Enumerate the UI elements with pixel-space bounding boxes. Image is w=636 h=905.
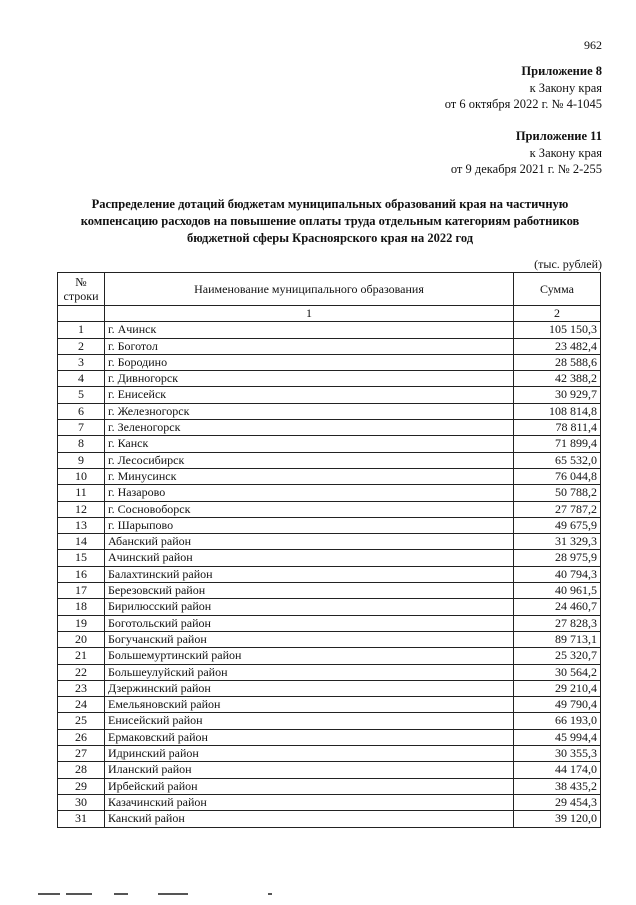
municipality-name-cell: г. Назарово [105,485,514,501]
municipality-name-cell: Емельяновский район [105,697,514,713]
table-row [58,485,601,501]
municipality-name-cell: Канский район [105,811,514,827]
table-row [58,452,601,468]
table-row [58,631,601,647]
row-number-cell: 19 [58,615,105,631]
municipality-name-cell: г. Сосновоборск [105,501,514,517]
row-number-cell: 5 [58,387,105,403]
appendix-11-date: от 9 декабря 2021 г. № 2-255 [450,162,602,176]
appendix-8-title: Приложение 8 [521,64,602,78]
sum-cell: 38 435,2 [514,778,601,794]
table-row [58,322,601,338]
table-row [58,517,601,533]
municipality-name-cell: г. Боготол [105,338,514,354]
row-number-cell: 16 [58,566,105,582]
scan-artifact-marks [30,893,330,899]
table-row [58,664,601,680]
municipality-name-cell: Бирилюсский район [105,599,514,615]
appendix-8-date: от 6 октября 2022 г. № 4-1045 [444,97,602,111]
municipality-name-cell: г. Ачинск [105,322,514,338]
municipality-name-cell: Идринский район [105,746,514,762]
row-number-cell: 8 [58,436,105,452]
row-number-cell: 18 [58,599,105,615]
row-number-cell: 21 [58,648,105,664]
municipality-name-cell: Иланский район [105,762,514,778]
sum-cell: 42 388,2 [514,371,601,387]
table-row [58,420,601,436]
row-number-cell: 13 [58,517,105,533]
row-number-cell: 28 [58,762,105,778]
document-title-line: Распределение дотаций бюджетам муниципальных образований края на частичную [91,197,569,211]
sum-cell: 50 788,2 [514,485,601,501]
units-label: (тыс. рублей) [534,257,602,271]
row-number-cell: 1 [58,322,105,338]
table-row [58,746,601,762]
appendix-11-header [451,128,602,178]
row-number-cell: 30 [58,794,105,810]
sum-cell: 49 790,4 [514,697,601,713]
table-row [58,501,601,517]
header-number-word: строки [63,289,99,303]
table-header-row [58,273,601,306]
sum-cell: 30 564,2 [514,664,601,680]
table-row [58,534,601,550]
document-title [50,196,610,247]
row-number-cell: 27 [58,746,105,762]
index-cell: 1 [105,306,514,322]
table-row [58,468,601,484]
municipality-name-cell: Боготольский район [105,615,514,631]
subsidy-table [57,272,601,828]
appendix-8-header [445,63,602,113]
table-row [58,778,601,794]
municipality-name-cell: Ирбейский район [105,778,514,794]
table-row [58,436,601,452]
table-row [58,566,601,582]
municipality-name-cell: Абанский район [105,534,514,550]
sum-cell: 29 210,4 [514,680,601,696]
row-number-cell: 10 [58,468,105,484]
municipality-name-cell: Балахтинский район [105,566,514,582]
row-number-cell: 7 [58,420,105,436]
row-number-cell: 24 [58,697,105,713]
municipality-name-cell: г. Канск [105,436,514,452]
row-number-cell: 3 [58,354,105,370]
header-sum: Сумма [514,273,601,306]
sum-cell: 44 174,0 [514,762,601,778]
municipality-name-cell: г. Дивногорск [105,371,514,387]
index-cell [58,306,105,322]
table-row [58,697,601,713]
municipality-name-cell: Большемуртинский район [105,648,514,664]
sum-cell: 76 044,8 [514,468,601,484]
table-row [58,354,601,370]
sum-cell: 24 460,7 [514,599,601,615]
row-number-cell: 26 [58,729,105,745]
header-row-number [58,273,105,306]
column-index-row [58,306,601,322]
row-number-cell: 29 [58,778,105,794]
document-title-line: компенсацию расходов на повышение оплаты труда отдельным категориям работников [80,214,580,228]
sum-cell: 71 899,4 [514,436,601,452]
sum-cell: 28 975,9 [514,550,601,566]
sum-cell: 65 532,0 [514,452,601,468]
sum-cell: 30 355,3 [514,746,601,762]
row-number-cell: 12 [58,501,105,517]
sum-cell: 23 482,4 [514,338,601,354]
index-cell: 2 [514,306,601,322]
row-number-cell: 14 [58,534,105,550]
municipality-name-cell: Березовский район [105,583,514,599]
sum-cell: 89 713,1 [514,631,601,647]
municipality-name-cell: Казачинский район [105,794,514,810]
row-number-cell: 2 [58,338,105,354]
table-row [58,713,601,729]
sum-cell: 29 454,3 [514,794,601,810]
sum-cell: 28 588,6 [514,354,601,370]
sum-cell: 27 828,3 [514,615,601,631]
table-row [58,794,601,810]
appendix-8-law: к Закону края [529,80,602,95]
table-row [58,615,601,631]
table-row [58,387,601,403]
table-row [58,550,601,566]
row-number-cell: 22 [58,664,105,680]
municipality-name-cell: г. Железногорск [105,403,514,419]
row-number-cell: 15 [58,550,105,566]
sum-cell: 31 329,3 [514,534,601,550]
sum-cell: 105 150,3 [514,322,601,338]
row-number-cell: 9 [58,452,105,468]
page-number: 962 [584,38,602,52]
table-row [58,371,601,387]
table-row [58,811,601,827]
table-row [58,583,601,599]
table-row [58,762,601,778]
header-number-sign: № [75,275,87,289]
table-row [58,599,601,615]
sum-cell: 108 814,8 [514,403,601,419]
municipality-name-cell: г. Бородино [105,354,514,370]
sum-cell: 45 994,4 [514,729,601,745]
municipality-name-cell: г. Зеленогорск [105,420,514,436]
table-body [58,306,601,828]
row-number-cell: 20 [58,631,105,647]
municipality-name-cell: Богучанский район [105,631,514,647]
row-number-cell: 23 [58,680,105,696]
municipality-name-cell: г. Лесосибирск [105,452,514,468]
row-number-cell: 6 [58,403,105,419]
appendix-11-title: Приложение 11 [515,129,602,143]
sum-cell: 25 320,7 [514,648,601,664]
municipality-name-cell: Ермаковский район [105,729,514,745]
sum-cell: 27 787,2 [514,501,601,517]
sum-cell: 66 193,0 [514,713,601,729]
municipality-name-cell: Дзержинский район [105,680,514,696]
appendix-11-law: к Закону края [529,145,602,160]
row-number-cell: 11 [58,485,105,501]
row-number-cell: 31 [58,811,105,827]
municipality-name-cell: г. Шарыпово [105,517,514,533]
sum-cell: 49 675,9 [514,517,601,533]
row-number-cell: 17 [58,583,105,599]
table-row [58,729,601,745]
table-row [58,680,601,696]
sum-cell: 39 120,0 [514,811,601,827]
sum-cell: 30 929,7 [514,387,601,403]
municipality-name-cell: Большеулуйский район [105,664,514,680]
sum-cell: 40 961,5 [514,583,601,599]
table-row [58,338,601,354]
municipality-name-cell: Ачинский район [105,550,514,566]
row-number-cell: 4 [58,371,105,387]
sum-cell: 40 794,3 [514,566,601,582]
row-number-cell: 25 [58,713,105,729]
sum-cell: 78 811,4 [514,420,601,436]
header-municipality: Наименование муниципального образования [105,273,514,306]
municipality-name-cell: г. Енисейск [105,387,514,403]
table-row [58,403,601,419]
table-row [58,648,601,664]
municipality-name-cell: Енисейский район [105,713,514,729]
municipality-name-cell: г. Минусинск [105,468,514,484]
document-title-line: бюджетной сферы Красноярского края на 2022 год [186,231,474,245]
